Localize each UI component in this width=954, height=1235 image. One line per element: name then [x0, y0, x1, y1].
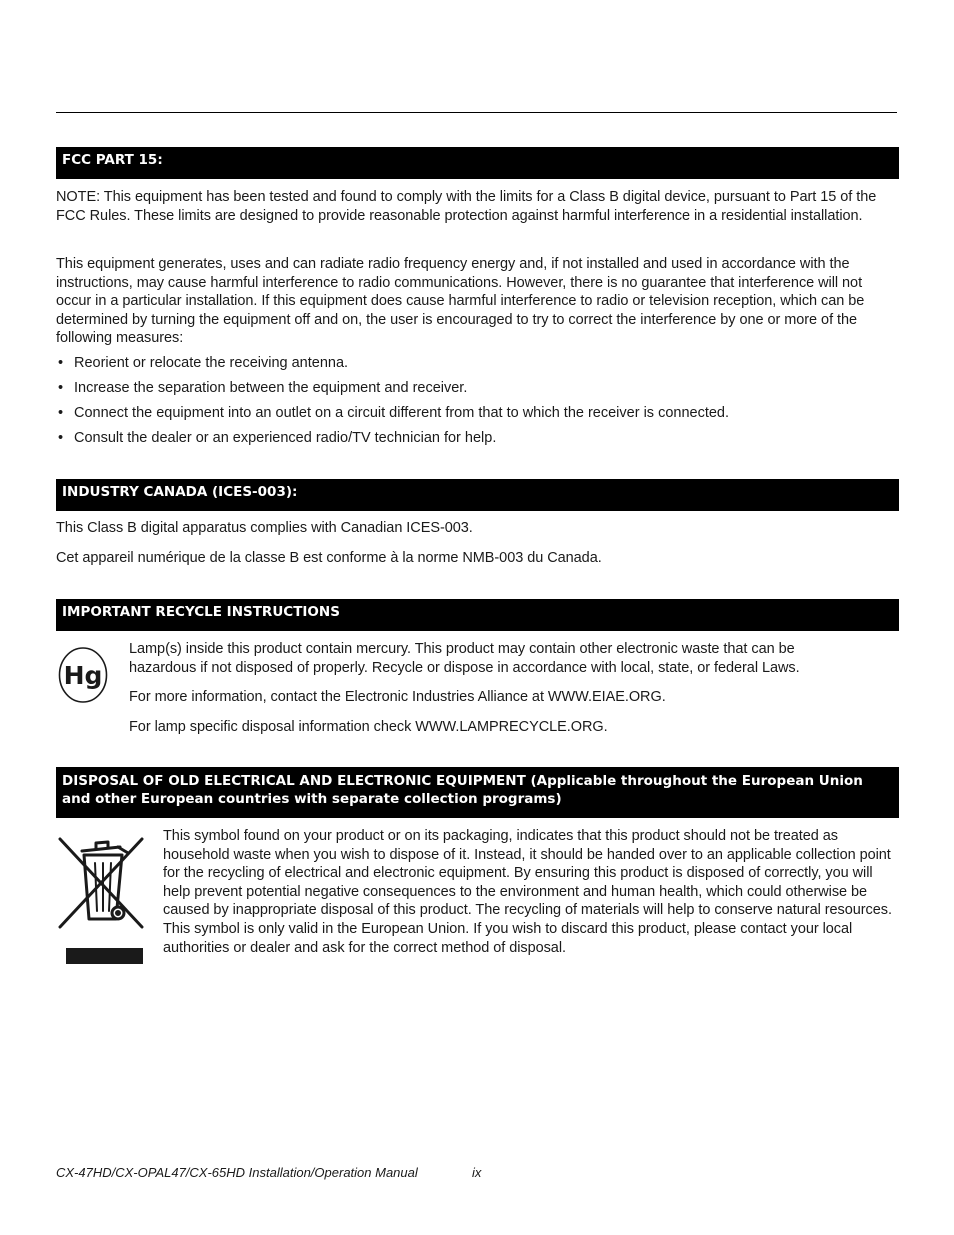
disposal-heading-bar [56, 767, 899, 818]
page-number: ix [472, 1165, 482, 1180]
bullet-text: Reorient or relocate the receiving antenna. [74, 355, 349, 371]
fcc-paragraph-1: NOTE: This equipment has been tested and found to comply with the limits for a Class B digital device, pursuant to Part 15 of the FCC Rules. These limits are designed to provide reasonable protection against harmful interference in a residential installation. [56, 189, 877, 224]
fcc-heading: FCC PART 15: [62, 152, 163, 168]
recycle-heading-bar [56, 599, 899, 631]
recycle-paragraph-2: For more information, contact the Electronic Industries Alliance at WWW.EIAE.ORG. [129, 689, 666, 705]
bullet-text: Connect the equipment into an outlet on a circuit different from that to which the receiver is connected. [74, 405, 730, 421]
canada-heading: INDUSTRY CANADA (ICES-003): [62, 484, 298, 500]
disposal-heading: DISPOSAL OF OLD ELECTRICAL AND ELECTRONIC EQUIPMENT (Applicable throughout the European Union and other European countries with separate collection programs) [62, 773, 863, 807]
recycle-heading: IMPORTANT RECYCLE INSTRUCTIONS [62, 604, 340, 620]
bullet-icon: • [58, 380, 64, 396]
fcc-heading-bar [56, 147, 899, 179]
bullet-icon: • [58, 430, 64, 446]
bullet-text: Consult the dealer or an experienced radio/TV technician for help. [74, 430, 497, 446]
crossed-out-wheelie-bin-icon [56, 833, 146, 967]
top-rule [56, 112, 897, 113]
fcc-paragraph-2: This equipment generates, uses and can radiate radio frequency energy and, if not installed and used in accordance with the instructions, may cause harmful interference to radio communications. However, there is no guarantee that interference will not occur in a particular installation. If this equipment does cause harmful interference to radio or television reception, which can be determined by turning the equipment off and on, the user is encouraged to try to correct the interference by one or more of the following measures: [56, 256, 865, 347]
footer-manual-title: CX-47HD/CX-OPAL47/CX-65HD Installation/Operation Manual [56, 1165, 418, 1180]
disposal-paragraph-1: This symbol found on your product or on its packaging, indicates that this product should not be treated as household waste when you wish to dispose of it. Instead, it should be handed over to an applicable collection point for the recycling of electrical and electronic equipment. By ensuring this product is disposed of correctly, you will help prevent potential negative consequences to the environment and human health, which could otherwise be caused by inappropriate disposal of this product. The recycling of materials will help to conserve natural resources. This symbol is only valid in the European Union. If you wish to discard this product, please contact your local authorities or dealer and ask for the correct method of disposal. [163, 828, 892, 956]
canada-paragraph-2: Cet appareil numérique de la classe B est conforme à la norme NMB-003 du Canada. [56, 550, 602, 566]
recycle-paragraph-1: Lamp(s) inside this product contain mercury. This product may contain other electronic waste that can be hazardous if not disposed of properly. Recycle or dispose in accordance with local, state, or federal Laws. [129, 641, 800, 676]
mercury-symbol-text: Hg [63, 661, 103, 690]
canada-heading-bar [56, 479, 899, 511]
mercury-hg-icon [58, 646, 108, 704]
canada-paragraph-1: This Class B digital apparatus complies with Canadian ICES-003. [56, 520, 473, 536]
bullet-text: Increase the separation between the equipment and receiver. [74, 380, 468, 396]
recycle-paragraph-3: For lamp specific disposal information check WWW.LAMPRECYCLE.ORG. [129, 719, 608, 735]
bullet-icon: • [58, 405, 64, 421]
bullet-icon: • [58, 355, 64, 371]
